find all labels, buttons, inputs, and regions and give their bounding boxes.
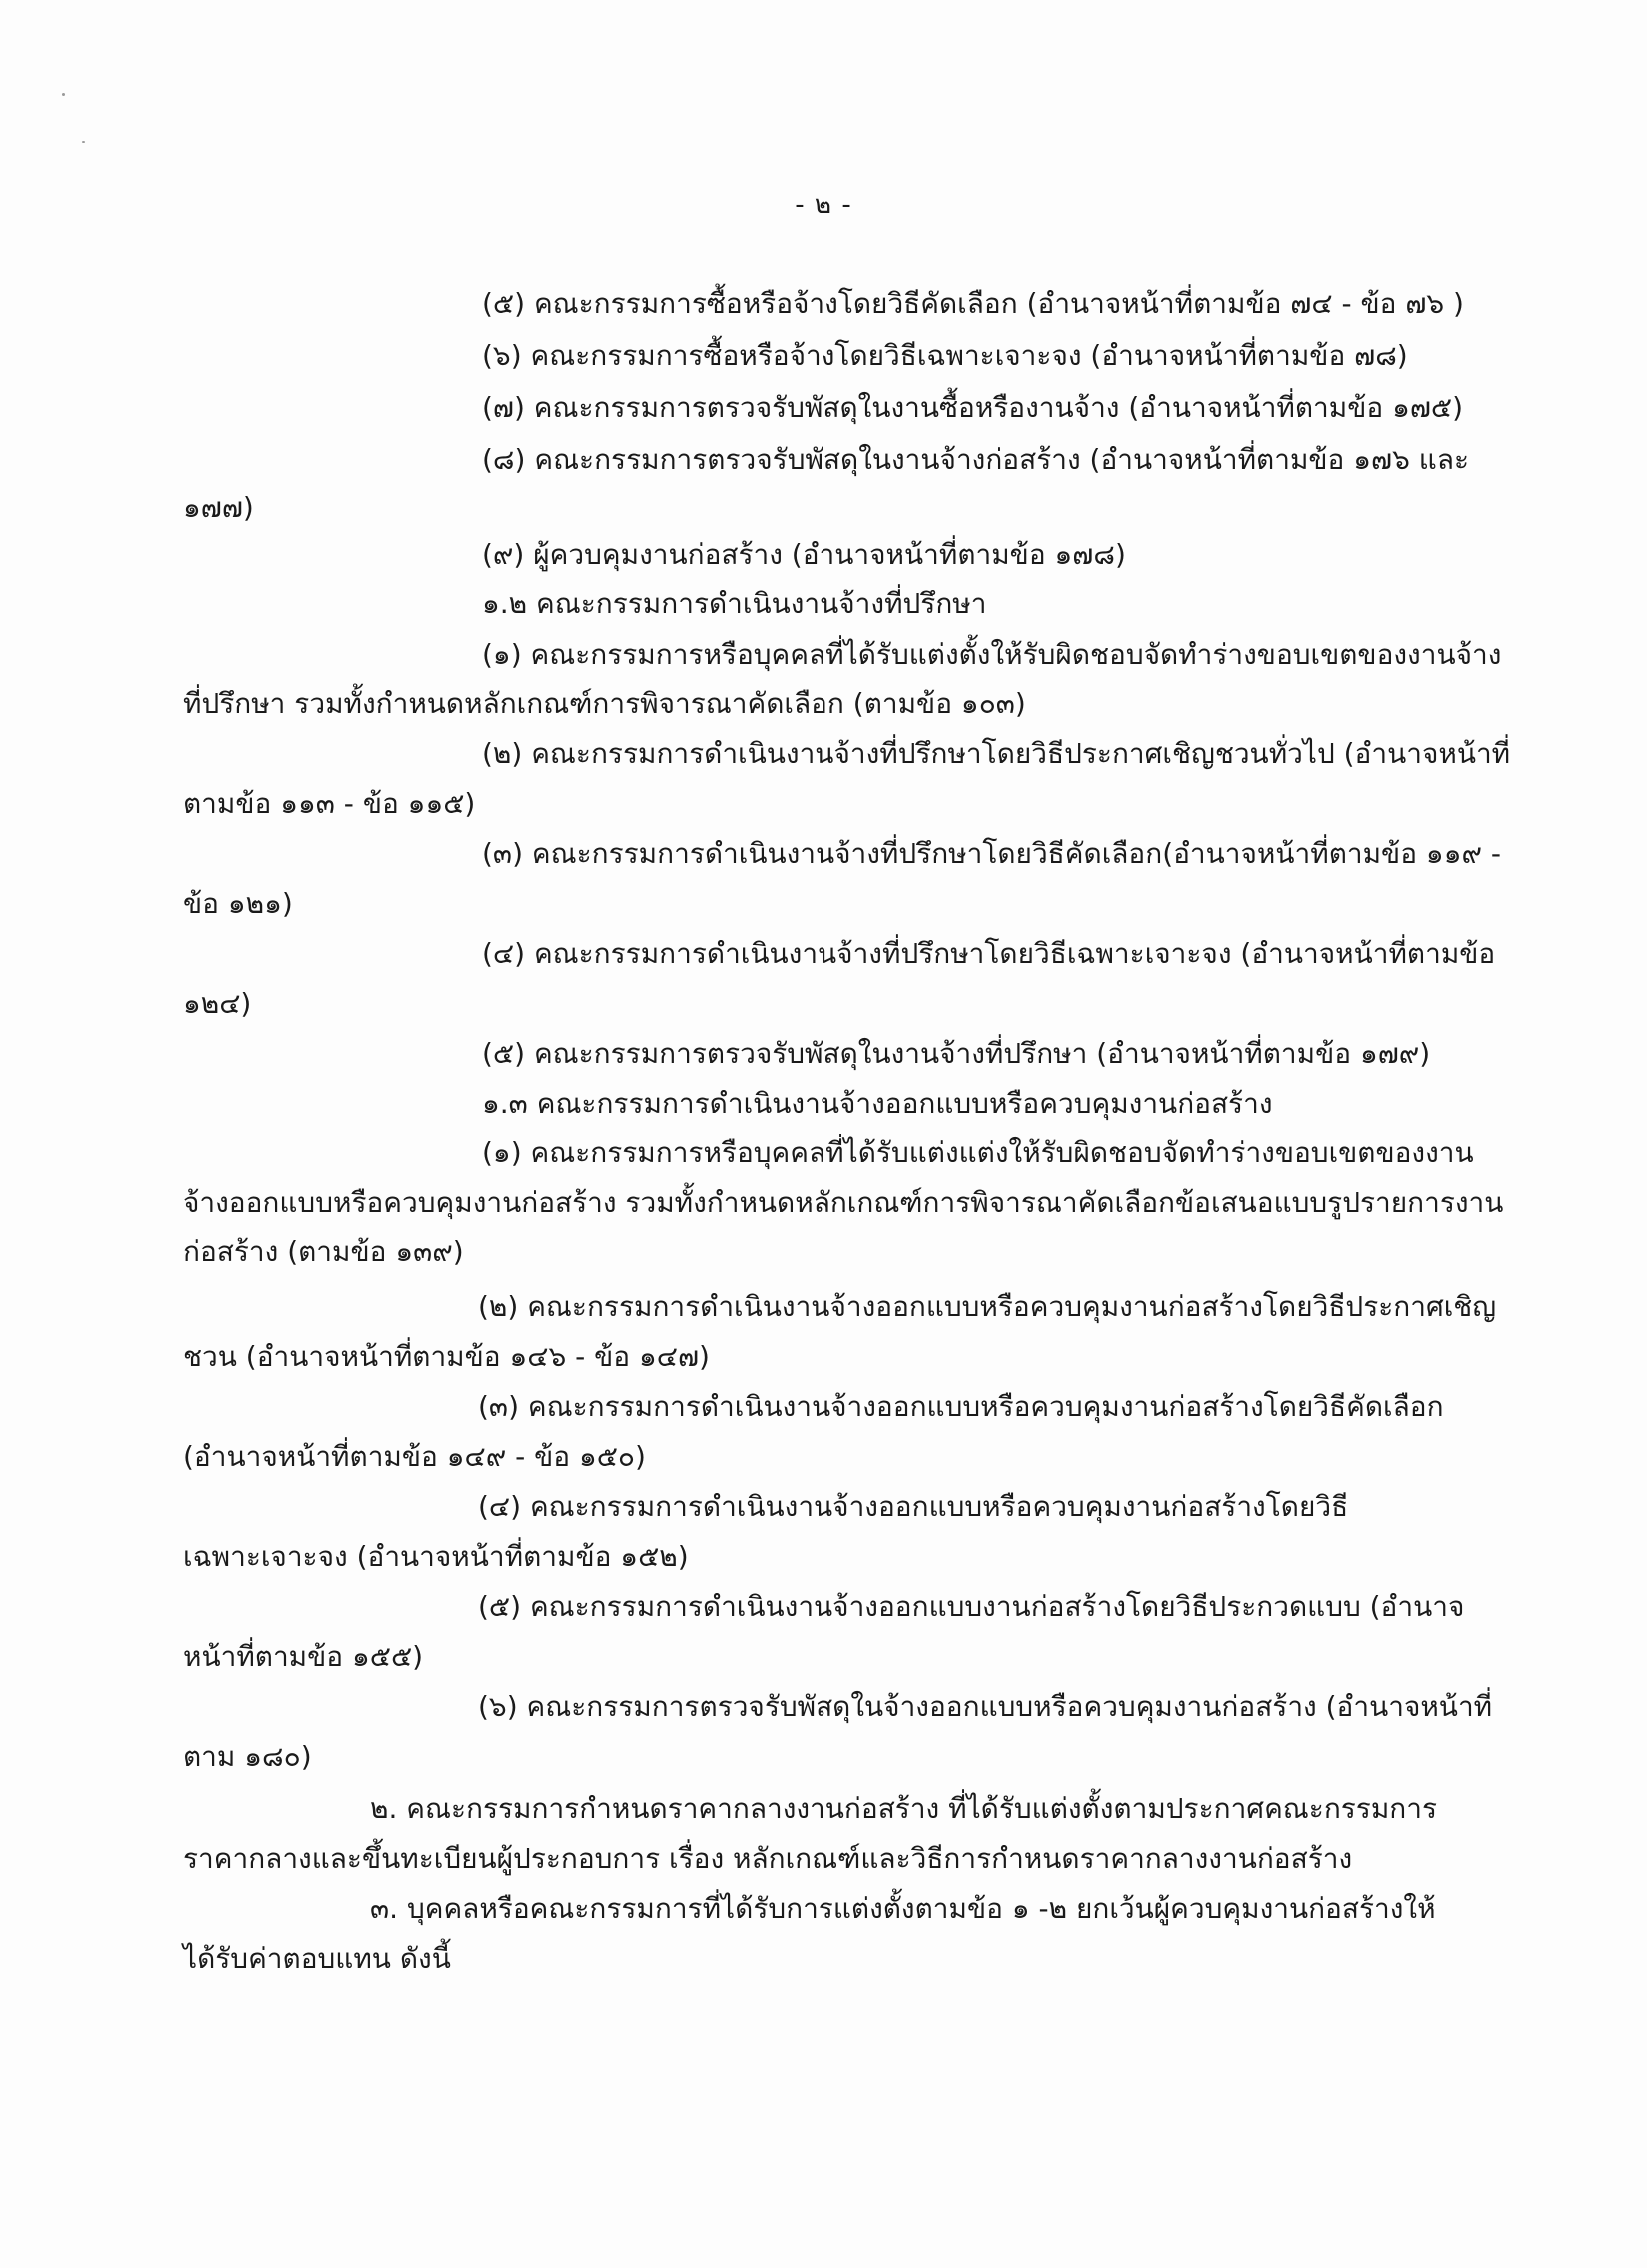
text-line: (๖) คณะกรรมการตรวจรับพัสดุในจ้างออกแบบหรือควบคุมงานก่อสร้าง (อำนาจหน้าที่ [478, 1690, 1493, 1723]
text-line: เฉพาะเจาะจง (อำนาจหน้าที่ตามข้อ ๑๕๒) [183, 1540, 689, 1573]
text-line: (๘) คณะกรรมการตรวจรับพัสดุในงานจ้างก่อสร้าง (อำนาจหน้าที่ตามข้อ ๑๗๖ และ [482, 443, 1470, 476]
text-line: (๓) คณะกรรมการดำเนินงานจ้างที่ปรึกษาโดยวิธีคัดเลือก(อำนาจหน้าที่ตามข้อ ๑๑๙ - [482, 837, 1501, 870]
text-line: (๒) คณะกรรมการดำเนินงานจ้างที่ปรึกษาโดยวิธีประกาศเชิญชวนทั่วไป (อำนาจหน้าที่ [482, 737, 1511, 770]
scan-speck [82, 141, 85, 143]
text-line: ข้อ ๑๒๑) [183, 887, 293, 920]
text-line: ก่อสร้าง (ตามข้อ ๑๓๙) [183, 1235, 464, 1268]
text-line: (๙) ผู้ควบคุมงานก่อสร้าง (อำนาจหน้าที่ตามข้อ ๑๗๘) [482, 538, 1126, 571]
text-line: ตาม ๑๘๐) [183, 1740, 312, 1773]
text-line: ๑๒๔) [183, 987, 252, 1020]
text-line: ๒. คณะกรรมการกำหนดราคากลางงานก่อสร้าง ที่ได้รับแต่งตั้งตามประกาศคณะกรรมการ [370, 1792, 1438, 1825]
text-line: (๕) คณะกรรมการดำเนินงานจ้างออกแบบงานก่อสร้างโดยวิธีประกวดแบบ (อำนาจ [478, 1590, 1465, 1623]
text-line: (๖) คณะกรรมการซื้อหรือจ้างโดยวิธีเฉพาะเจาะจง (อำนาจหน้าที่ตามข้อ ๗๘) [482, 339, 1408, 372]
text-line: ตามข้อ ๑๑๓ - ข้อ ๑๑๕) [183, 787, 476, 820]
text-line: ๑๗๗) [183, 491, 254, 524]
text-line: ๓. บุคคลหรือคณะกรรมการที่ได้รับการแต่งตั้งตามข้อ ๑ -๒ ยกเว้นผู้ควบคุมงานก่อสร้างให้ [370, 1892, 1436, 1925]
text-line: (๔) คณะกรรมการดำเนินงานจ้างออกแบบหรือควบคุมงานก่อสร้างโดยวิธี [478, 1490, 1349, 1523]
text-line: (๗) คณะกรรมการตรวจรับพัสดุในงานซื้อหรืองานจ้าง (อำนาจหน้าที่ตามข้อ ๑๗๕) [482, 391, 1464, 424]
text-line: หน้าที่ตามข้อ ๑๕๕) [183, 1640, 424, 1673]
text-line: (อำนาจหน้าที่ตามข้อ ๑๔๙ - ข้อ ๑๕๐) [183, 1440, 646, 1473]
text-line: (๒) คณะกรรมการดำเนินงานจ้างออกแบบหรือควบคุมงานก่อสร้างโดยวิธีประกาศเชิญ [478, 1290, 1497, 1323]
text-line: ๑.๒ คณะกรรมการดำเนินงานจ้างที่ปรึกษา [482, 587, 987, 620]
text-line: (๕) คณะกรรมการซื้อหรือจ้างโดยวิธีคัดเลือก (อำนาจหน้าที่ตามข้อ ๗๔ - ข้อ ๗๖ ) [482, 287, 1464, 320]
text-line: (๑) คณะกรรมการหรือบุคคลที่ได้รับแต่งแต่งให้รับผิดชอบจัดทำร่างขอบเขตของงาน [482, 1136, 1474, 1169]
text-line: จ้างออกแบบหรือควบคุมงานก่อสร้าง รวมทั้งกำหนดหลักเกณฑ์การพิจารณาคัดเลือกข้อเสนอแบบรูปรายการงาน [183, 1186, 1504, 1219]
text-line: ๑.๓ คณะกรรมการดำเนินงานจ้างออกแบบหรือควบคุมงานก่อสร้าง [482, 1087, 1273, 1120]
text-line: ชวน (อำนาจหน้าที่ตามข้อ ๑๔๖ - ข้อ ๑๔๗) [183, 1340, 710, 1373]
text-line: (๕) คณะกรรมการตรวจรับพัสดุในงานจ้างที่ปรึกษา (อำนาจหน้าที่ตามข้อ ๑๗๙) [482, 1037, 1431, 1070]
text-line: (๑) คณะกรรมการหรือบุคคลที่ได้รับแต่งตั้งให้รับผิดชอบจัดทำร่างขอบเขตของงานจ้าง [482, 638, 1502, 671]
text-line: (๔) คณะกรรมการดำเนินงานจ้างที่ปรึกษาโดยวิธีเฉพาะเจาะจง (อำนาจหน้าที่ตามข้อ [482, 937, 1496, 970]
text-line: ที่ปรึกษา รวมทั้งกำหนดหลักเกณฑ์การพิจารณาคัดเลือก (ตามข้อ ๑๐๓) [183, 687, 1026, 720]
text-line: ได้รับค่าตอบแทน ดังนี้ [183, 1942, 451, 1975]
scan-speck [62, 93, 65, 96]
page-number: - ๒ - [795, 190, 852, 220]
text-line: (๓) คณะกรรมการดำเนินงานจ้างออกแบบหรือควบคุมงานก่อสร้างโดยวิธีคัดเลือก [478, 1390, 1444, 1423]
text-line: ราคากลางและขึ้นทะเบียนผู้ประกอบการ เรื่อง หลักเกณฑ์และวิธีการกำหนดราคากลางงานก่อสร้าง [183, 1842, 1353, 1875]
